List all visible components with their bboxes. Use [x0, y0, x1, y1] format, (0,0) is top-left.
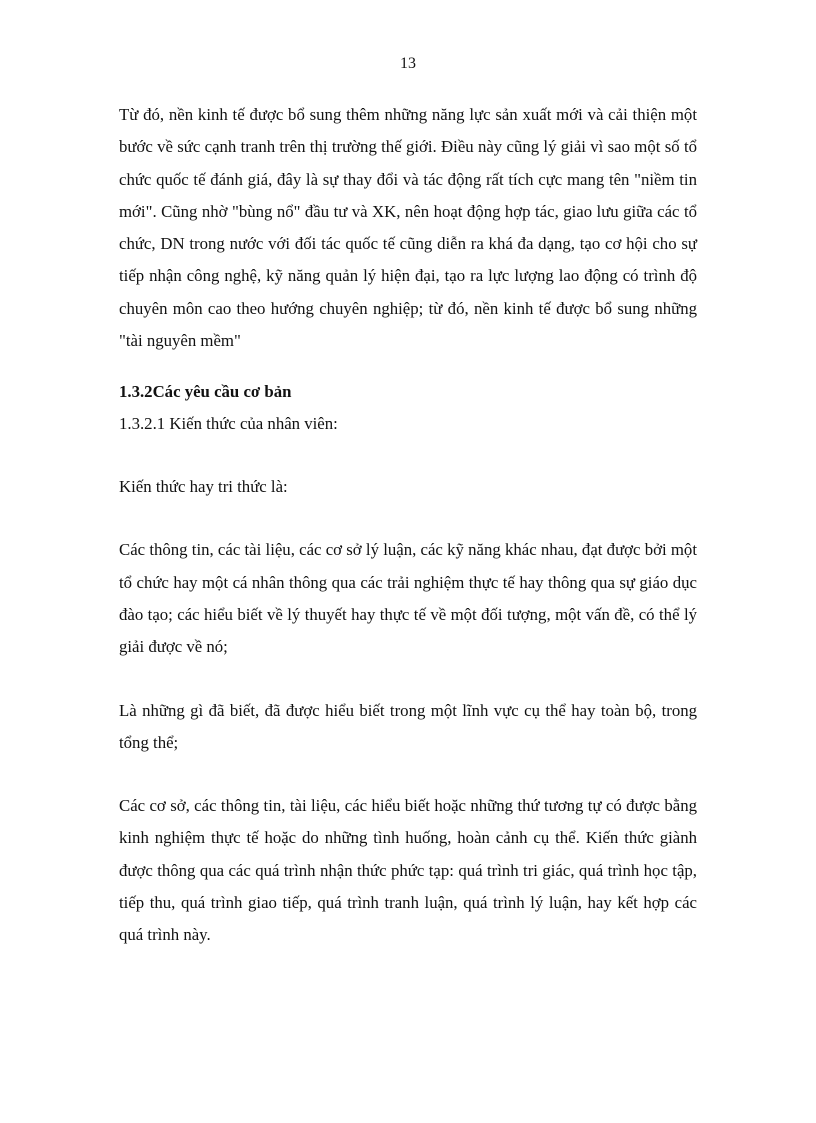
definition-paragraph-2: Là những gì đã biết, đã được hiểu biết trong một lĩnh vực cụ thể hay toàn bộ, trong tổng thể;: [119, 700, 697, 752]
body-paragraph-intro: Từ đó, nền kinh tế được bổ sung thêm những năng lực sản xuất mới và cải thiện một bước về sức cạnh tranh trên thị trường thế giới. Điều này cũng lý giải vì sao một số tổ chức quốc tế đánh giá, đây là sự thay đổi và tác động rất tích cực mang tên "niềm tin mới". Cũng nhờ "bùng nổ" đầu tư và XK, nên hoạt động hợp tác, giao lưu giữa các tổ chức, DN trong nước với đối tác quốc tế cũng diễn ra khá đa dạng, tạo cơ hội cho sự tiếp nhận công nghệ, kỹ năng quản lý hiện đại, tạo ra lực lượng lao động có trình độ chuyên môn cao theo hướng chuyên nghiệp; từ đó, nền kinh tế được bổ sung những "tài nguyên mềm": [119, 105, 697, 351]
page-number: 13: [400, 55, 416, 72]
definition-paragraph-1: Các thông tin, các tài liệu, các cơ sở lý luận, các kỹ năng khác nhau, đạt được bởi một tổ chức hay một cá nhân thông qua các trải nghiệm thực tế hay thông qua sự giáo dục đào tạo; các hiểu biết về lý thuyết hay thực tế về một đối tượng, một vấn đề, có thể lý giải được về nó;: [119, 540, 697, 657]
definition-paragraph-3: Các cơ sở, các thông tin, tài liệu, các hiểu biết hoặc những thứ tương tự có được bằng kinh nghiệm thực tế hoặc do những tình huống, hoàn cảnh cụ thể. Kiến thức giành được thông qua các quá trình nhận thức phức tạp: quá trình tri giác, quá trình học tập, tiếp thu, quá trình giao tiếp, quá trình tranh luận, quá trình lý luận, hay kết hợp các quá trình này.: [119, 796, 697, 945]
subsection-heading: 1.3.2.1 Kiến thức của nhân viên:: [119, 414, 338, 434]
section-heading: 1.3.2Các yêu cầu cơ bản: [119, 382, 292, 402]
definition-intro: Kiến thức hay tri thức là:: [119, 477, 288, 497]
document-body: [119, 99, 697, 952]
